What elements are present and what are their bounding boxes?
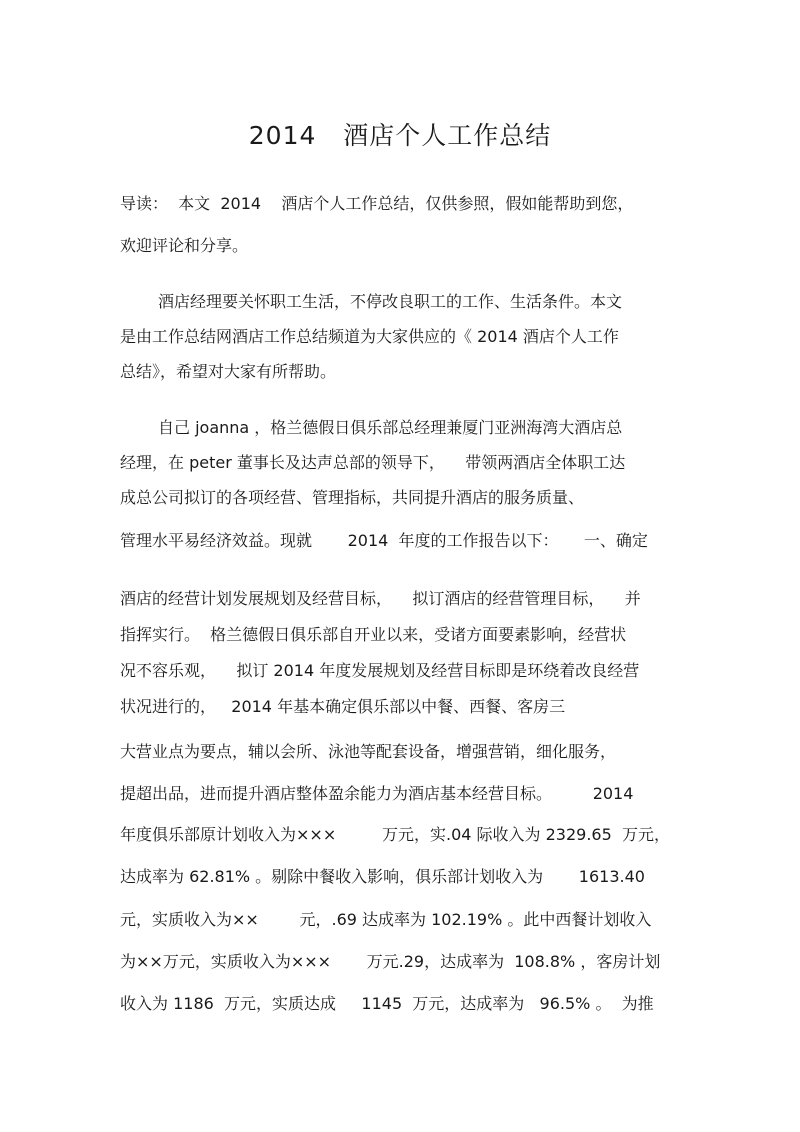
text-line: 是由工作总结网酒店工作总结频道为大家供应的《 2014 酒店个人工作 [120,327,619,346]
text-line: 自己 joanna ，格兰德假日俱乐部总经理兼厦门亚洲海湾大酒店总 [158,418,623,437]
text-line: 提超出品，进而提升酒店整体盈余能力为酒店基本经营目标。 2014 [120,784,634,803]
text-line: 状况进行的， 2014 年基本确定俱乐部以中餐、西餐、客房三 [120,697,566,716]
text-line: 收入为 1186 万元，实质达成 1145 万元，达成率为 96.5% 。 为推 [120,994,654,1013]
text-line: 年度俱乐部原计划收入为××× 万元，实.04 际收入为 2329.65 万元， [120,825,670,844]
text-line: 经理，在 peter 董事长及达声总部的领导下， 带领两酒店全体职工达 [120,453,626,472]
text-line: 酒店的经营计划发展规划及经营目标， 拟订酒店的经营管理目标， 并 [120,589,641,608]
text-line: 导读： 本文 2014 酒店个人工作总结，仅供参照，假如能帮助到您， [120,194,634,213]
text-line: 成总公司拟订的各项经营、管理指标，共同提升酒店的服务质量、 [120,488,585,507]
text-line: 欢迎评论和分享。 [120,236,249,255]
text-line: 酒店经理要关怀职工生活，不停改良职工的工作、生活条件。本文 [158,292,623,311]
text-line: 为××万元，实质收入为××× 万元.29，达成率为 108.8% ，客房计划 [120,952,661,971]
text-line: 指挥实行。 格兰德假日俱乐部自开业以来，受诸方面要素影响，经营状 [120,625,627,644]
text-line: 大营业点为要点，辅以会所、泳池等配套设备，增强营销，细化服务， [120,742,617,761]
text-line: 总结》，希望对大家有所帮助。 [120,362,337,381]
document-title: 2014 酒店个人工作总结 [248,121,552,150]
text-line: 况不容乐观， 拟订 2014 年度发展规划及经营目标即是环绕着改良经营 [120,661,640,680]
text-line: 达成率为 62.81% 。剔除中餐收入影响，俱乐部计划收入为 1613.40 [120,867,645,886]
text-line: 管理水平易经济效益。现就 2014 年度的工作报告以下： 一、确定 [120,531,648,550]
text-line: 元，实质收入为×× 元，.69 达成率为 102.19% 。此中西餐计划收入 [120,910,652,929]
